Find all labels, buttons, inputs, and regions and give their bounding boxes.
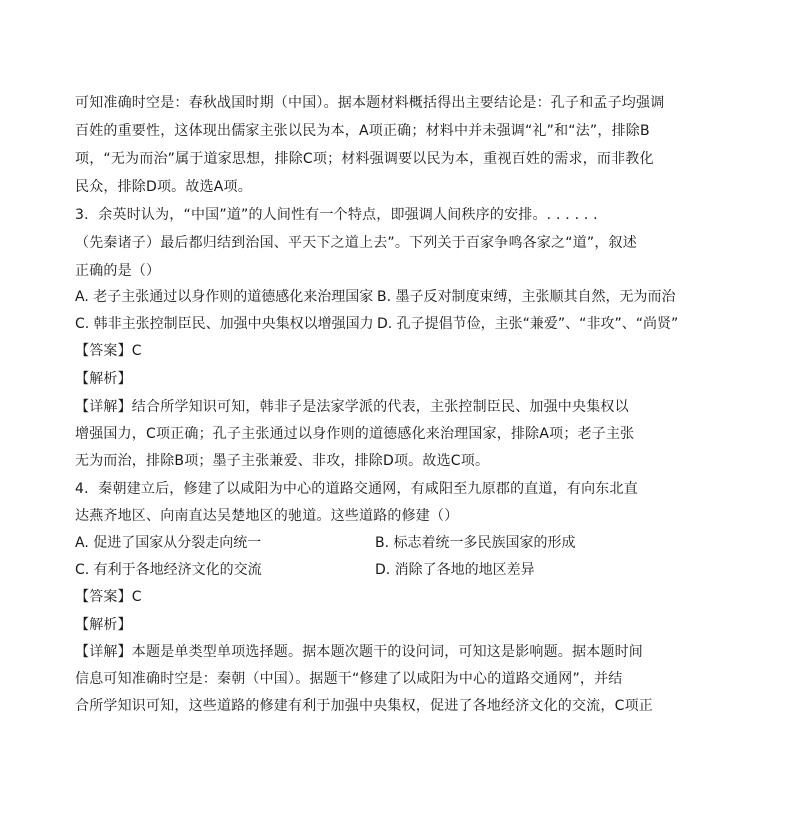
q3-analysis-heading: 【解析】 bbox=[75, 371, 132, 387]
q3-stem-line-1: 3．余英时认为，“中国”道”的人间性有一个特点，即强调人间秩序的安排。. . . . . . bbox=[75, 207, 598, 223]
q4-option-c: C. 有利于各地经济文化的交流 bbox=[75, 562, 262, 578]
q4-answer: 【答案】C bbox=[75, 589, 142, 605]
q4-analysis-heading: 【解析】 bbox=[75, 617, 132, 633]
q4-stem-line-1: 4．秦朝建立后，修建了以咸阳为中心的道路交通网，有咸阳至九原郡的直道，有向东北直 bbox=[75, 481, 638, 497]
intro-line-3: 项，“无为而治”属于道家思想，排除C项；材料强调要以民为本，重视百姓的需求，而非教化 bbox=[75, 151, 654, 167]
intro-line-2: 百姓的重要性，这体现出儒家主张以民为本，A项正确；材料中并未强调“礼”和“法”，排除B bbox=[75, 123, 650, 139]
q4-option-b: B. 标志着统一多民族国家的形成 bbox=[375, 535, 576, 551]
q4-option-a: A. 促进了国家从分裂走向统一 bbox=[75, 535, 262, 551]
q3-answer: 【答案】C bbox=[75, 343, 142, 359]
intro-line-1: 可知准确时空是：春秋战国时期（中国）。据本题材料概括得出主要结论是：孔子和孟子均强调 bbox=[75, 95, 665, 111]
intro-line-4: 民众，排除D项。故选A项。 bbox=[75, 179, 252, 195]
q3-option-d: D. 孔子提倡节俭，主张“兼爱”、“非攻”、“尚贤” bbox=[377, 316, 679, 332]
q4-option-d: D. 消除了各地的地区差异 bbox=[375, 562, 535, 578]
q3-stem-line-2: （先秦诸子）最后都归结到治国、平天下之道上去”。下列关于百家争鸣各家之“道”，叙述 bbox=[75, 235, 637, 251]
q3-detail-line-1: 【详解】结合所学知识可知，韩非子是法家学派的代表，主张控制臣民、加强中央集权以 bbox=[75, 399, 629, 415]
q4-detail-line-3: 合所学知识可知，这些道路的修建有利于加强中央集权，促进了各地经济文化的交流，C项正 bbox=[75, 698, 653, 714]
q3-detail-line-2: 增强国力，C项正确；孔子主张通过以身作则的道德感化来治理国家，排除A项；老子主张 bbox=[75, 426, 635, 442]
q3-option-b: B. 墨子反对制度束缚，主张顺其自然，无为而治 bbox=[377, 289, 676, 305]
q3-option-a: A. 老子主张通过以身作则的道德感化来治理国家 bbox=[75, 289, 374, 305]
q4-detail-line-2: 信息可知准确时空是：秦朝（中国）。据题干“修建了以咸阳为中心的道路交通网”，并结 bbox=[75, 671, 623, 687]
q3-stem-line-3: 正确的是（） bbox=[75, 263, 161, 279]
q4-detail-line-1: 【详解】本题是单类型单项选择题。据本题次题干的设问词，可知这是影响题。据本题时间 bbox=[75, 644, 643, 660]
q3-detail-line-3: 无为而治，排除B项；墨子主张兼爱、非攻，排除D项。故选C项。 bbox=[75, 453, 490, 469]
q4-stem-line-2: 达燕齐地区、向南直达吴楚地区的驰道。这些道路的修建（） bbox=[75, 508, 459, 524]
q3-option-c: C. 韩非主张控制臣民、加强中央集权以增强国力 bbox=[75, 316, 374, 332]
